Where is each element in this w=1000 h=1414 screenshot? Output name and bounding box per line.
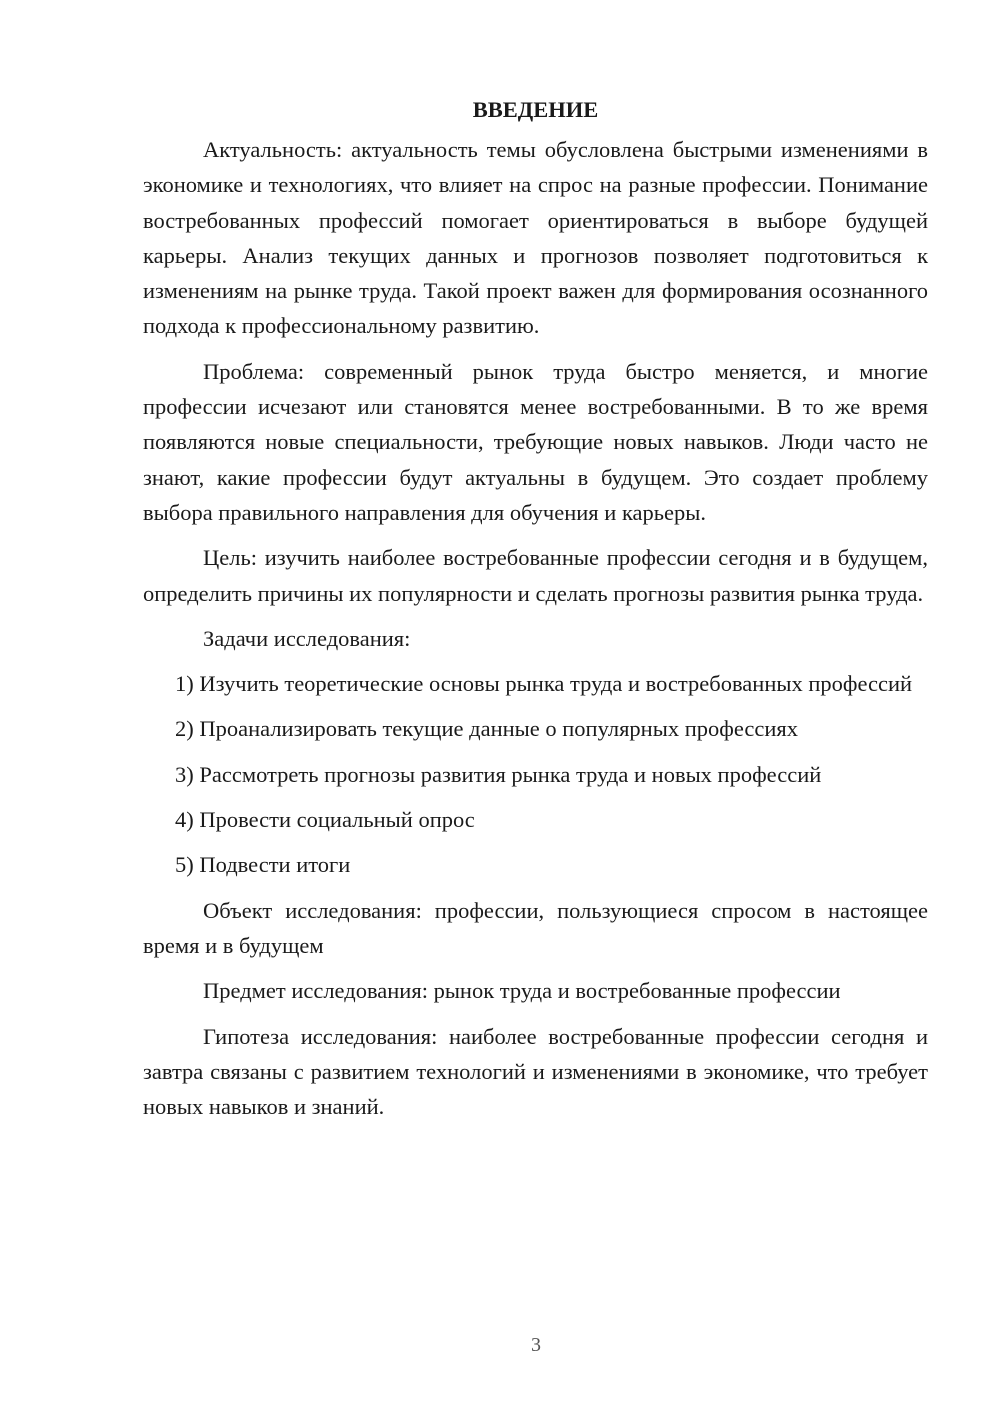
paragraph-hypothesis: Гипотеза исследования: наиболее востребованные профессии сегодня и завтра связаны с развитием технологий и изменениями в экономике, что требует новых навыков и знаний.	[143, 1023, 928, 1120]
tasks-heading: Задачи исследования:	[203, 625, 411, 651]
task-item-1: 1) Изучить теоретические основы рынка труда и востребованных профессий	[175, 671, 913, 697]
task-item-3: 3) Рассмотреть прогнозы развития рынка труда и новых профессий	[175, 761, 822, 787]
page-number: 3	[531, 1334, 541, 1356]
document-title: ВВЕДЕНИЕ	[472, 97, 599, 122]
task-item-2: 2) Проанализировать текущие данные о популярных профессиях	[175, 716, 798, 742]
paragraph-goal: Цель: изучить наиболее востребованные профессии сегодня и в будущем, определить причины их популярности и сделать прогнозы развития рынка труда.	[143, 545, 928, 606]
task-item-5: 5) Подвести итоги	[175, 852, 351, 878]
paragraph-problem: Проблема: современный рынок труда быстро меняется, и многие профессии исчезают или становятся менее востребованными. В то же время появляются новые специальности, требующие новых навыков. Люди часто не знают, какие профессии будут актуальны в будущем. Это создает проблему выбора правильного направления для обучения и карьеры.	[143, 358, 928, 525]
document-page	[143, 92, 928, 1134]
paragraph-subject: Предмет исследования: рынок труда и востребованные профессии	[203, 978, 841, 1004]
task-item-4: 4) Провести социальный опрос	[175, 807, 475, 833]
paragraph-object: Объект исследования: профессии, пользующиеся спросом в настоящее время и в будущем	[143, 897, 928, 958]
paragraph-relevance: Актуальность: актуальность темы обусловлена быстрыми изменениями в экономике и технологиях, что влияет на спрос на разные профессии. Понимание востребованных профессий помогает ориентироваться в выборе будущей карьеры. Анализ текущих данных и прогнозов позволяет подготовиться к изменениям на рынке труда. Такой проект важен для формирования осознанного подхода к профессиональному развитию.	[143, 137, 928, 339]
